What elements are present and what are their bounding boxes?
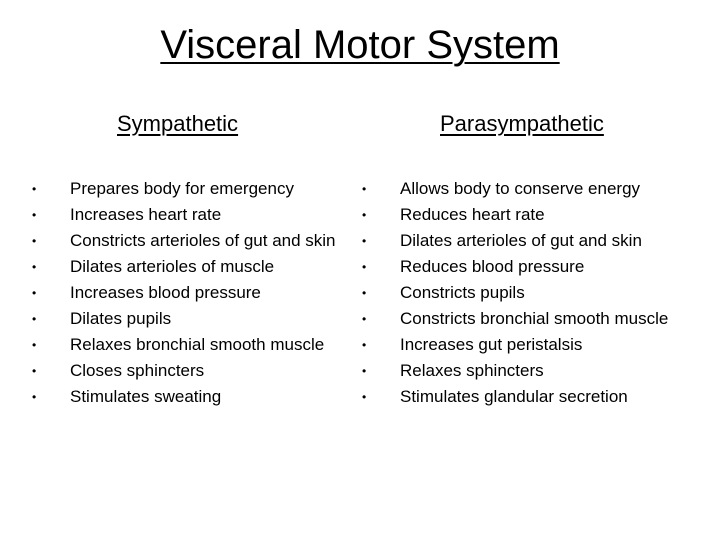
bullet-icon: • bbox=[362, 390, 367, 404]
list-item-text: Allows body to conserve energy bbox=[400, 179, 641, 198]
list-item-text: Reduces blood pressure bbox=[400, 257, 585, 276]
list-item-text: Relaxes sphincters bbox=[400, 361, 544, 380]
list-item bbox=[360, 176, 710, 202]
bullet-icon: • bbox=[32, 390, 37, 404]
list-item-text: Dilates arterioles of gut and skin bbox=[400, 231, 642, 250]
list-item bbox=[360, 228, 710, 254]
list-item bbox=[30, 228, 345, 254]
bullet-icon: • bbox=[362, 234, 367, 248]
bullet-icon: • bbox=[362, 260, 367, 274]
list-item bbox=[30, 280, 345, 306]
list-item-text: Increases gut peristalsis bbox=[400, 335, 583, 354]
list-item bbox=[30, 384, 345, 410]
list-item bbox=[30, 332, 345, 358]
bullet-icon: • bbox=[32, 286, 37, 300]
list-item bbox=[360, 254, 710, 280]
list-item-text: Dilates arterioles of muscle bbox=[70, 257, 275, 276]
list-item bbox=[360, 280, 710, 306]
list-item bbox=[360, 306, 710, 332]
list-item bbox=[30, 306, 345, 332]
parasympathetic-list bbox=[360, 176, 710, 410]
bullet-icon: • bbox=[32, 260, 37, 274]
bullet-icon: • bbox=[32, 182, 37, 196]
bullet-icon: • bbox=[362, 312, 367, 326]
list-item bbox=[360, 384, 710, 410]
list-item bbox=[30, 176, 345, 202]
list-item bbox=[360, 202, 710, 228]
list-item bbox=[30, 254, 345, 280]
list-item-text: Constricts bronchial smooth muscle bbox=[400, 309, 669, 328]
list-item-text: Increases heart rate bbox=[70, 205, 222, 224]
list-item-text: Stimulates sweating bbox=[70, 387, 222, 406]
bullet-icon: • bbox=[32, 338, 37, 352]
list-item-text: Prepares body for emergency bbox=[70, 179, 294, 198]
list-item-text: Stimulates glandular secretion bbox=[400, 387, 628, 406]
list-item-text: Reduces heart rate bbox=[400, 205, 545, 224]
page-title: Visceral Motor System bbox=[160, 23, 560, 67]
bullet-icon: • bbox=[32, 234, 37, 248]
sympathetic-heading: Sympathetic bbox=[117, 111, 239, 136]
bullet-icon: • bbox=[362, 364, 367, 378]
list-item bbox=[30, 202, 345, 228]
bullet-icon: • bbox=[362, 182, 367, 196]
bullet-icon: • bbox=[32, 208, 37, 222]
list-item-text: Closes sphincters bbox=[70, 361, 205, 380]
bullet-icon: • bbox=[32, 364, 37, 378]
list-item-text: Increases blood pressure bbox=[70, 283, 261, 302]
sympathetic-list bbox=[30, 176, 345, 410]
list-item bbox=[30, 358, 345, 384]
list-item-text: Constricts pupils bbox=[400, 283, 525, 302]
list-item-text: Constricts arterioles of gut and skin bbox=[70, 231, 336, 250]
bullet-icon: • bbox=[362, 338, 367, 352]
list-item bbox=[360, 358, 710, 384]
list-item-text: Dilates pupils bbox=[70, 309, 172, 328]
bullet-icon: • bbox=[32, 312, 37, 326]
bullet-icon: • bbox=[362, 208, 367, 222]
bullet-icon: • bbox=[362, 286, 367, 300]
list-item bbox=[360, 332, 710, 358]
list-item-text: Relaxes bronchial smooth muscle bbox=[70, 335, 325, 354]
parasympathetic-heading: Parasympathetic bbox=[440, 111, 604, 136]
